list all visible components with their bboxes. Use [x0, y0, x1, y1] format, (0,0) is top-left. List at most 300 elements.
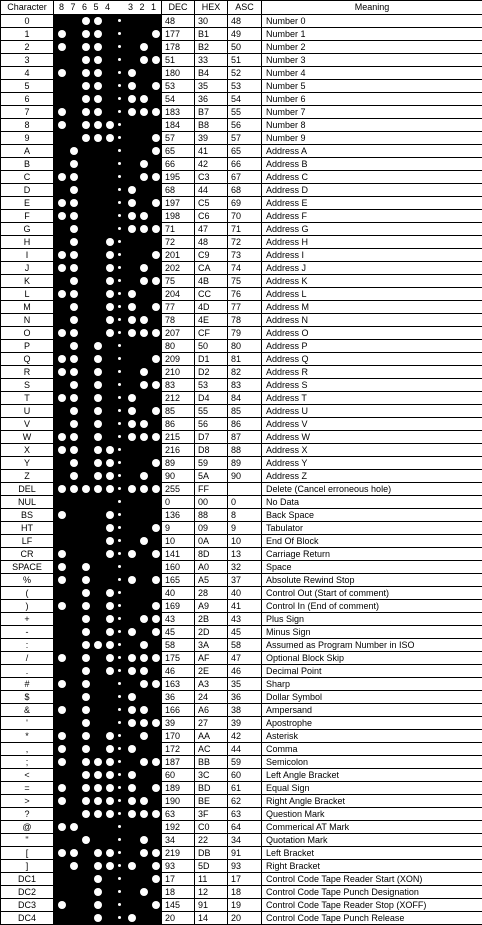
dec-cell: 201 [162, 249, 195, 262]
punch-hole-bit-6 [82, 680, 90, 688]
hex-cell: 50 [195, 340, 228, 353]
asc-cell: 47 [228, 652, 262, 665]
punch-hole-bit-4 [106, 290, 114, 298]
punch-hole-bit-4 [106, 862, 114, 870]
dec-cell: 78 [162, 314, 195, 327]
punch-hole-bit-6 [82, 771, 90, 779]
sprocket-hole [118, 45, 121, 48]
sprocket-hole [118, 201, 121, 204]
dec-cell: 209 [162, 353, 195, 366]
meaning-cell: Tabulator [262, 522, 482, 535]
meaning-cell: Question Mark [262, 808, 482, 821]
meaning-cell: Address B [262, 158, 482, 171]
hex-cell: C3 [195, 171, 228, 184]
hex-cell: 2E [195, 665, 228, 678]
table-row [1, 691, 482, 704]
punch-hole-bit-7 [70, 329, 78, 337]
tape-punch-cell [54, 366, 162, 379]
table-body [1, 15, 482, 925]
punch-hole-bit-2 [140, 472, 148, 480]
table-row [1, 912, 482, 925]
punch-hole-bit-3 [128, 914, 136, 922]
character-cell: SPACE [1, 561, 54, 574]
tape-punch-cell [54, 15, 162, 28]
hex-cell: 4D [195, 301, 228, 314]
dec-cell: 190 [162, 795, 195, 808]
dec-cell: 89 [162, 457, 195, 470]
punch-hole-bit-4 [106, 121, 114, 129]
tape-punch-cell [54, 886, 162, 899]
tape-punch-cell [54, 288, 162, 301]
tape-punch-cell [54, 353, 162, 366]
asc-cell: 48 [228, 15, 262, 28]
meaning-cell: Comma [262, 743, 482, 756]
character-cell: $ [1, 691, 54, 704]
hex-cell: 35 [195, 80, 228, 93]
sprocket-hole [118, 890, 121, 893]
punch-hole-bit-2 [140, 797, 148, 805]
hex-cell: B2 [195, 41, 228, 54]
asc-cell: 87 [228, 431, 262, 444]
sprocket-hole [118, 760, 121, 763]
punch-hole-bit-1 [152, 576, 160, 584]
hex-cell: D2 [195, 366, 228, 379]
character-cell: NUL [1, 496, 54, 509]
sprocket-hole [118, 708, 121, 711]
dec-cell: 197 [162, 197, 195, 210]
meaning-cell: Optional Block Skip [262, 652, 482, 665]
asc-cell: 37 [228, 574, 262, 587]
hex-cell: CC [195, 288, 228, 301]
table-row [1, 704, 482, 717]
character-cell: % [1, 574, 54, 587]
tape-punch-cell [54, 808, 162, 821]
table-row [1, 301, 482, 314]
sprocket-hole [118, 266, 121, 269]
punch-hole-bit-2 [140, 758, 148, 766]
dec-cell: 184 [162, 119, 195, 132]
dec-cell: 43 [162, 613, 195, 626]
character-cell: H [1, 236, 54, 249]
table-row [1, 561, 482, 574]
punch-hole-bit-5 [94, 784, 102, 792]
punch-hole-bit-6 [82, 732, 90, 740]
punch-hole-bit-5 [94, 134, 102, 142]
tape-punch-cell [54, 717, 162, 730]
table-row [1, 236, 482, 249]
sprocket-hole [118, 344, 121, 347]
tape-punch-cell [54, 41, 162, 54]
tape-punch-cell [54, 470, 162, 483]
punch-hole-bit-8 [58, 550, 66, 558]
punch-hole-bit-4 [106, 329, 114, 337]
tape-punch-cell [54, 379, 162, 392]
punch-hole-bit-4 [106, 641, 114, 649]
punch-hole-bit-1 [152, 407, 160, 415]
punch-hole-bit-1 [152, 225, 160, 233]
sprocket-hole [118, 435, 121, 438]
punch-hole-bit-5 [94, 368, 102, 376]
punch-hole-bit-1 [152, 329, 160, 337]
sprocket-hole [118, 123, 121, 126]
punch-hole-bit-5 [94, 901, 102, 909]
dec-cell: 51 [162, 54, 195, 67]
tape-punch-cell [54, 210, 162, 223]
sprocket-hole [118, 604, 121, 607]
meaning-cell: Address C [262, 171, 482, 184]
punch-hole-bit-5 [94, 433, 102, 441]
hex-cell: B8 [195, 119, 228, 132]
punch-hole-bit-7 [70, 147, 78, 155]
asc-cell: 9 [228, 522, 262, 535]
tape-punch-cell [54, 262, 162, 275]
punch-hole-bit-4 [106, 316, 114, 324]
punch-hole-bit-2 [140, 381, 148, 389]
sprocket-hole [118, 747, 121, 750]
punch-hole-bit-3 [128, 316, 136, 324]
hex-cell: 48 [195, 236, 228, 249]
punch-hole-bit-7 [70, 238, 78, 246]
hex-cell: 3C [195, 769, 228, 782]
punch-hole-bit-6 [82, 654, 90, 662]
meaning-cell: Address J [262, 262, 482, 275]
asc-cell: 64 [228, 821, 262, 834]
asc-cell: 39 [228, 717, 262, 730]
punch-hole-bit-7 [70, 472, 78, 480]
hex-cell: B1 [195, 28, 228, 41]
punch-hole-bit-5 [94, 69, 102, 77]
punch-hole-bit-8 [58, 43, 66, 51]
punch-hole-bit-5 [94, 810, 102, 818]
meaning-cell: Address I [262, 249, 482, 262]
character-cell: ' [1, 717, 54, 730]
asc-cell: 62 [228, 795, 262, 808]
table-row [1, 418, 482, 431]
asc-cell: 0 [228, 496, 262, 509]
character-cell: CR [1, 548, 54, 561]
dec-cell: 202 [162, 262, 195, 275]
asc-cell: 18 [228, 886, 262, 899]
punch-hole-bit-2 [140, 719, 148, 727]
meaning-cell: Control Code Tape Punch Designation [262, 886, 482, 899]
asc-cell: 60 [228, 769, 262, 782]
punch-hole-bit-4 [106, 485, 114, 493]
punch-hole-bit-3 [128, 628, 136, 636]
tape-bit-label: 4 [103, 2, 112, 13]
punch-hole-bit-8 [58, 108, 66, 116]
tape-punch-cell [54, 275, 162, 288]
character-cell: Q [1, 353, 54, 366]
hex-cell: 2B [195, 613, 228, 626]
asc-cell: 91 [228, 847, 262, 860]
meaning-cell: Commerical AT Mark [262, 821, 482, 834]
character-cell: 8 [1, 119, 54, 132]
hex-cell: A0 [195, 561, 228, 574]
table-row [1, 808, 482, 821]
sprocket-hole [118, 526, 121, 529]
meaning-cell: No Data [262, 496, 482, 509]
punch-hole-bit-6 [82, 589, 90, 597]
character-cell: = [1, 782, 54, 795]
hex-cell: BB [195, 756, 228, 769]
table-row [1, 860, 482, 873]
punch-hole-bit-2 [140, 316, 148, 324]
meaning-cell: Address Y [262, 457, 482, 470]
table-row [1, 509, 482, 522]
character-cell: ( [1, 587, 54, 600]
sprocket-hole [118, 214, 121, 217]
dec-cell: 77 [162, 301, 195, 314]
dec-cell: 219 [162, 847, 195, 860]
dec-cell: 175 [162, 652, 195, 665]
table-row [1, 288, 482, 301]
sprocket-hole [118, 149, 121, 152]
punch-hole-bit-7 [70, 290, 78, 298]
asc-cell: 88 [228, 444, 262, 457]
punch-hole-bit-1 [152, 381, 160, 389]
meaning-cell: Number 1 [262, 28, 482, 41]
character-cell: 3 [1, 54, 54, 67]
character-cell: ) [1, 600, 54, 613]
tape-punch-cell [54, 600, 162, 613]
sprocket-hole [118, 695, 121, 698]
character-cell: ; [1, 756, 54, 769]
hex-cell: AC [195, 743, 228, 756]
punch-hole-bit-4 [106, 784, 114, 792]
punch-hole-bit-2 [140, 810, 148, 818]
punch-hole-bit-5 [94, 394, 102, 402]
meaning-cell: Number 7 [262, 106, 482, 119]
hex-cell: AF [195, 652, 228, 665]
table-row [1, 626, 482, 639]
table-row [1, 444, 482, 457]
hex-cell: 56 [195, 418, 228, 431]
tape-bit-label: 5 [92, 2, 101, 13]
table-row [1, 158, 482, 171]
punch-hole-bit-5 [94, 95, 102, 103]
asc-cell: 90 [228, 470, 262, 483]
tape-punch-cell [54, 587, 162, 600]
character-cell: S [1, 379, 54, 392]
punch-hole-bit-2 [140, 732, 148, 740]
punch-hole-bit-3 [128, 797, 136, 805]
meaning-cell: Decimal Point [262, 665, 482, 678]
punch-hole-bit-1 [152, 355, 160, 363]
hex-cell: 44 [195, 184, 228, 197]
punch-hole-bit-4 [106, 550, 114, 558]
sprocket-hole [118, 851, 121, 854]
table-row [1, 717, 482, 730]
sprocket-hole [118, 71, 121, 74]
character-cell: P [1, 340, 54, 353]
asc-cell: 49 [228, 28, 262, 41]
punch-hole-bit-6 [82, 693, 90, 701]
hex-cell: 47 [195, 223, 228, 236]
punch-hole-bit-2 [140, 641, 148, 649]
punch-hole-bit-7 [70, 212, 78, 220]
hex-cell: 39 [195, 132, 228, 145]
meaning-cell: End Of Block [262, 535, 482, 548]
tape-bit-label: 7 [69, 2, 78, 13]
asc-cell: 74 [228, 262, 262, 275]
character-cell: G [1, 223, 54, 236]
punch-hole-bit-2 [140, 56, 148, 64]
asc-header: ASC [228, 1, 262, 15]
punch-hole-bit-5 [94, 82, 102, 90]
character-cell: " [1, 834, 54, 847]
character-cell: 5 [1, 80, 54, 93]
punch-hole-bit-2 [140, 43, 148, 51]
hex-cell: 11 [195, 873, 228, 886]
punch-hole-bit-7 [70, 446, 78, 454]
dec-cell: 93 [162, 860, 195, 873]
tape-punch-cell [54, 28, 162, 41]
dec-cell: 60 [162, 769, 195, 782]
tape-punch-cell [54, 678, 162, 691]
dec-cell: 90 [162, 470, 195, 483]
asc-cell: 67 [228, 171, 262, 184]
asc-cell: 79 [228, 327, 262, 340]
dec-cell: 10 [162, 535, 195, 548]
punch-hole-bit-8 [58, 511, 66, 519]
punch-hole-bit-1 [152, 680, 160, 688]
punch-hole-bit-6 [82, 56, 90, 64]
asc-cell: 34 [228, 834, 262, 847]
punch-hole-bit-4 [106, 511, 114, 519]
asc-cell: 17 [228, 873, 262, 886]
hex-cell: C9 [195, 249, 228, 262]
punch-hole-bit-4 [106, 628, 114, 636]
character-cell: X [1, 444, 54, 457]
punch-hole-bit-2 [140, 706, 148, 714]
meaning-cell: Address Q [262, 353, 482, 366]
dec-cell: 204 [162, 288, 195, 301]
sprocket-hole [118, 578, 121, 581]
table-row [1, 366, 482, 379]
character-cell: I [1, 249, 54, 262]
meaning-cell: Control Code Tape Reader Stop (XOFF) [262, 899, 482, 912]
table-row [1, 314, 482, 327]
punch-hole-bit-5 [94, 446, 102, 454]
punch-hole-bit-1 [152, 849, 160, 857]
sprocket-hole [118, 383, 121, 386]
asc-cell: 40 [228, 587, 262, 600]
dec-cell: 165 [162, 574, 195, 587]
sprocket-hole [118, 734, 121, 737]
sprocket-hole [118, 565, 121, 568]
hex-cell: C5 [195, 197, 228, 210]
dec-cell: 170 [162, 730, 195, 743]
sprocket-hole [118, 721, 121, 724]
tape-punch-cell [54, 431, 162, 444]
character-cell: , [1, 743, 54, 756]
punch-hole-bit-8 [58, 173, 66, 181]
meaning-cell: Control In (End of comment) [262, 600, 482, 613]
punch-hole-bit-1 [152, 550, 160, 558]
sprocket-hole [118, 409, 121, 412]
tape-punch-cell [54, 197, 162, 210]
punch-hole-bit-8 [58, 901, 66, 909]
sprocket-hole [118, 838, 121, 841]
tape-punch-cell [54, 639, 162, 652]
table-row [1, 886, 482, 899]
punch-hole-bit-5 [94, 472, 102, 480]
meaning-cell: Control Code Tape Punch Release [262, 912, 482, 925]
table-row [1, 548, 482, 561]
meaning-cell: Semicolon [262, 756, 482, 769]
punch-hole-bit-8 [58, 251, 66, 259]
punch-hole-bit-2 [140, 264, 148, 272]
punch-hole-bit-1 [152, 719, 160, 727]
tape-punch-cell [54, 327, 162, 340]
table-row [1, 756, 482, 769]
sprocket-hole [118, 773, 121, 776]
punch-hole-bit-5 [94, 342, 102, 350]
dec-cell: 210 [162, 366, 195, 379]
punch-hole-bit-8 [58, 823, 66, 831]
character-cell: 0 [1, 15, 54, 28]
tape-punch-cell [54, 145, 162, 158]
asc-cell: 63 [228, 808, 262, 821]
tape-punch-cell [54, 704, 162, 717]
tape-punch-cell [54, 457, 162, 470]
asc-cell: 76 [228, 288, 262, 301]
tape-punch-cell [54, 561, 162, 574]
punch-hole-bit-3 [128, 784, 136, 792]
character-cell: C [1, 171, 54, 184]
punch-hole-bit-5 [94, 381, 102, 389]
sprocket-hole [118, 474, 121, 477]
sprocket-hole [118, 97, 121, 100]
punch-hole-bit-2 [140, 615, 148, 623]
table-row [1, 392, 482, 405]
dec-cell: 45 [162, 626, 195, 639]
sprocket-hole [118, 903, 121, 906]
dec-cell: 65 [162, 145, 195, 158]
punch-hole-bit-4 [106, 303, 114, 311]
hex-cell: A3 [195, 678, 228, 691]
character-cell: O [1, 327, 54, 340]
punch-hole-bit-4 [106, 472, 114, 480]
sprocket-hole [118, 500, 121, 503]
dec-cell: 216 [162, 444, 195, 457]
sprocket-hole [118, 825, 121, 828]
character-cell: - [1, 626, 54, 639]
asc-cell: 81 [228, 353, 262, 366]
dec-cell: 195 [162, 171, 195, 184]
sprocket-hole [118, 396, 121, 399]
punch-hole-bit-7 [70, 459, 78, 467]
table-row [1, 535, 482, 548]
punch-hole-bit-6 [82, 797, 90, 805]
meaning-cell: Apostrophe [262, 717, 482, 730]
punch-hole-bit-6 [82, 628, 90, 636]
sprocket-hole [118, 916, 121, 919]
meaning-cell: Number 3 [262, 54, 482, 67]
asc-cell: 71 [228, 223, 262, 236]
character-cell: D [1, 184, 54, 197]
character-cell: DC1 [1, 873, 54, 886]
punch-hole-bit-6 [82, 615, 90, 623]
table-row [1, 522, 482, 535]
character-cell: DC4 [1, 912, 54, 925]
meaning-cell: Number 8 [262, 119, 482, 132]
tape-punch-cell [54, 249, 162, 262]
meaning-cell: Address W [262, 431, 482, 444]
tape-punch-cell [54, 847, 162, 860]
punch-hole-bit-8 [58, 433, 66, 441]
punch-hole-bit-3 [128, 693, 136, 701]
